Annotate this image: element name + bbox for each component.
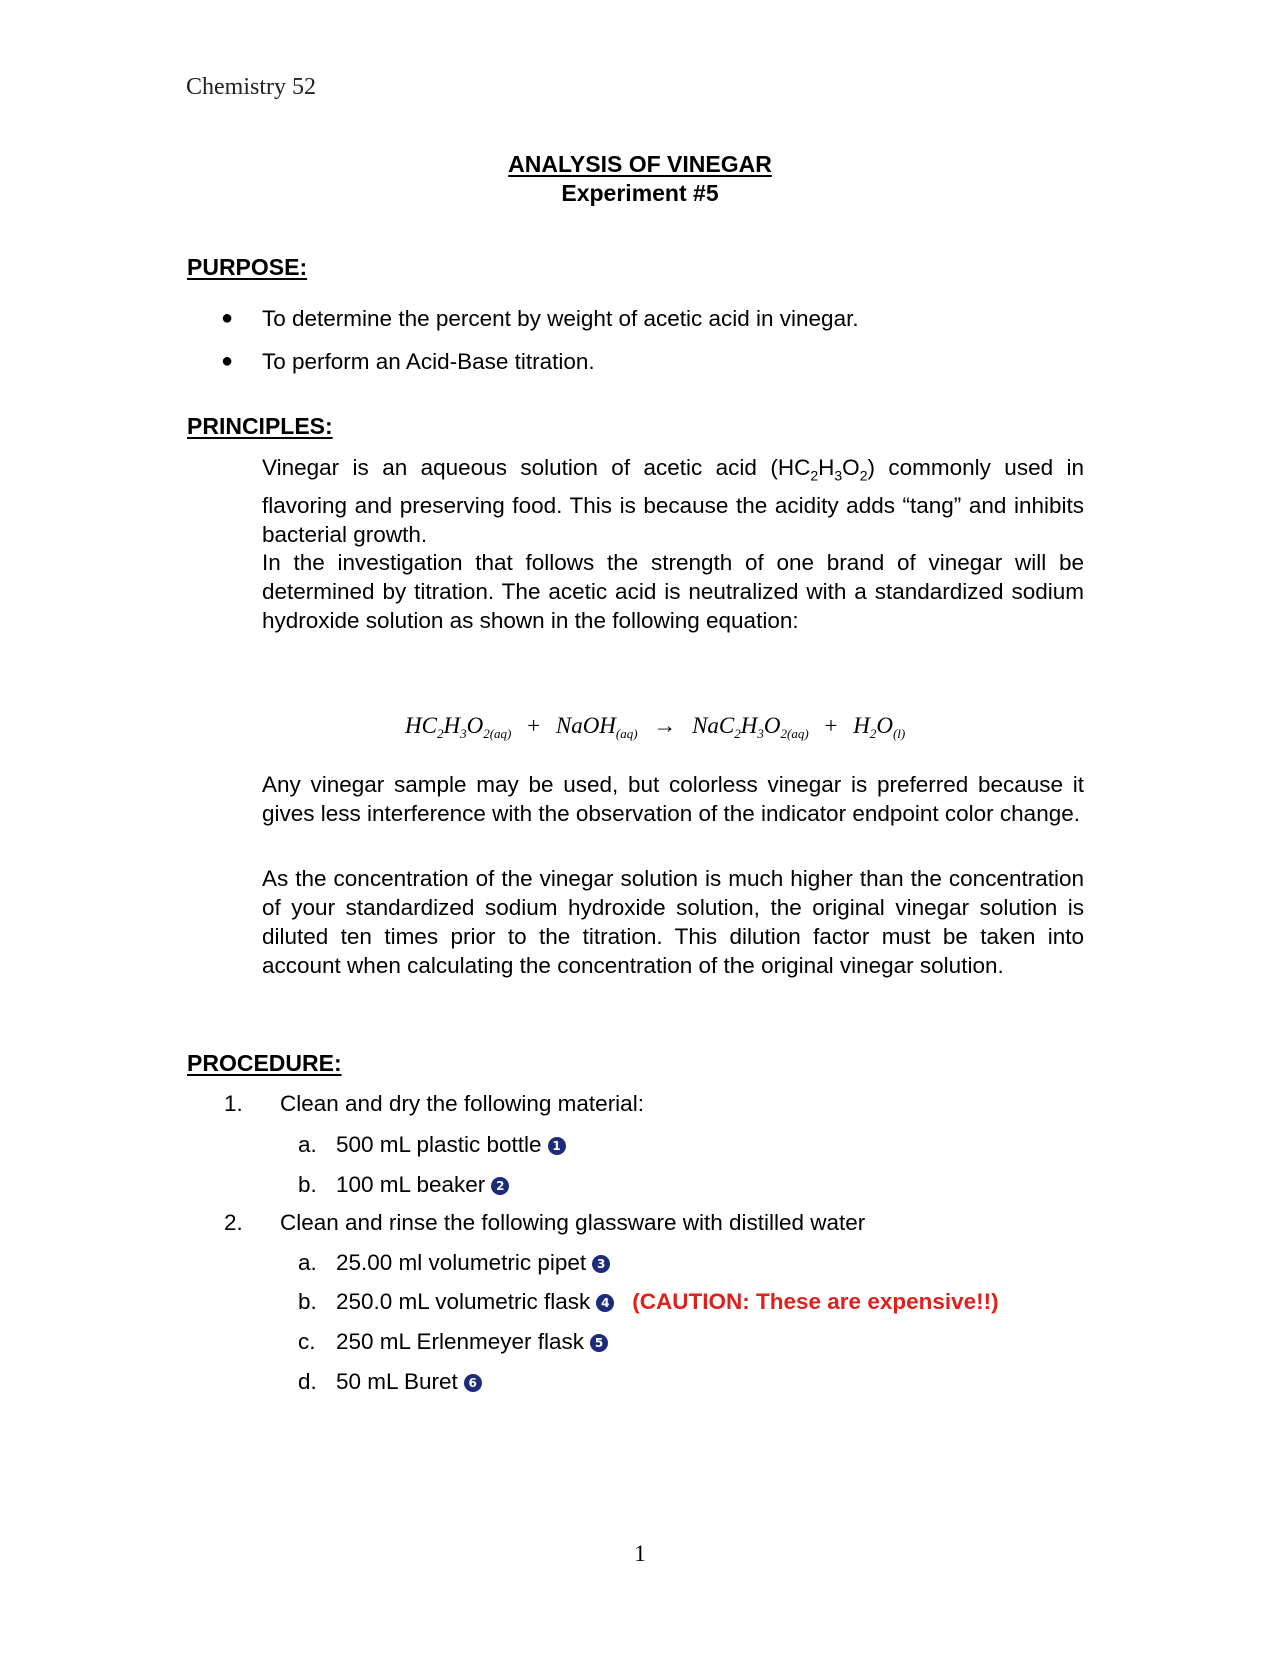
purpose-heading: PURPOSE: — [187, 254, 308, 280]
number-badge-icon: 4 — [596, 1294, 614, 1312]
principles-paragraph-2: In the investigation that follows the strength of one brand of vinegar will be determined by titration. The acetic acid is neutralized with a standardized sodium hydroxide solution as shown in the following equation: — [262, 550, 1084, 633]
number-badge-icon: 5 — [590, 1334, 608, 1352]
title-block — [0, 150, 1280, 208]
procedure-item-2d: d. 50 mL Buret 6 — [298, 1367, 482, 1396]
principles-paragraph-1: Vinegar is an aqueous solution of acetic acid $(HC_2H_3O_2)$ commonly used in flavoring and preserving food. This is because the acidity adds “tang” and inhibits bacterial growth. — [262, 455, 1085, 547]
number-badge-icon: 2 — [491, 1177, 509, 1195]
document-title: ANALYSIS OF VINEGAR — [508, 151, 772, 177]
procedure-item-1a: a. 500 mL plastic bottle 1 — [298, 1130, 566, 1159]
purpose-item: ● To perform an Acid-Base titration. — [221, 349, 595, 374]
page-number: 1 — [634, 1541, 646, 1566]
bullet-icon: ● — [221, 350, 234, 372]
number-badge-icon: 3 — [592, 1255, 610, 1273]
principles-paragraph-3: Any vinegar sample may be used, but colorless vinegar is preferred because it gives less interference with the observation of the indicator endpoint color change. — [262, 772, 1084, 826]
number-badge-icon: 1 — [548, 1137, 566, 1155]
experiment-number: Experiment #5 — [561, 180, 719, 206]
procedure-heading: PROCEDURE: — [187, 1050, 342, 1076]
procedure-step-2: 2. Clean and rinse the following glassware with distilled water — [224, 1210, 866, 1235]
purpose-list — [218, 304, 859, 390]
number-badge-icon: 6 — [464, 1374, 482, 1392]
procedure-item-2c: c. 250 mL Erlenmeyer flask 5 — [298, 1327, 608, 1356]
procedure-item-2a: a. 25.00 ml volumetric pipet 3 — [298, 1248, 610, 1277]
procedure-item-1b: b. 100 mL beaker 2 — [298, 1170, 509, 1199]
course-header: Chemistry 52 — [186, 74, 316, 100]
procedure-step-1: 1. Clean and dry the following material: — [224, 1091, 644, 1116]
principles-heading: PRINCIPLES: — [187, 413, 333, 439]
procedure-item-2b: b. 250.0 mL volumetric flask 4 (CAUTION: These are expensive!!) — [298, 1289, 999, 1314]
purpose-item: ● To determine the percent by weight of acetic acid in vinegar. — [221, 306, 859, 331]
caution-note: (CAUTION: These are expensive!!) — [632, 1289, 999, 1314]
principles-paragraph-4: As the concentration of the vinegar solution is much higher than the concentration of your standardized sodium hydroxide solution, the original vinegar solution is diluted ten times prior to the titration. This dilution factor must be taken into account when calculating the concentration of the original vinegar solution. — [262, 866, 1084, 978]
chemical-equation: $HC_2H_3O_{2(aq)}$ + NaOH$_{(aq)}$ → $NaC_2H_3O_{2(aq)} + H_2O_{(l)}$ — [405, 713, 906, 741]
bullet-icon: ● — [221, 307, 234, 329]
